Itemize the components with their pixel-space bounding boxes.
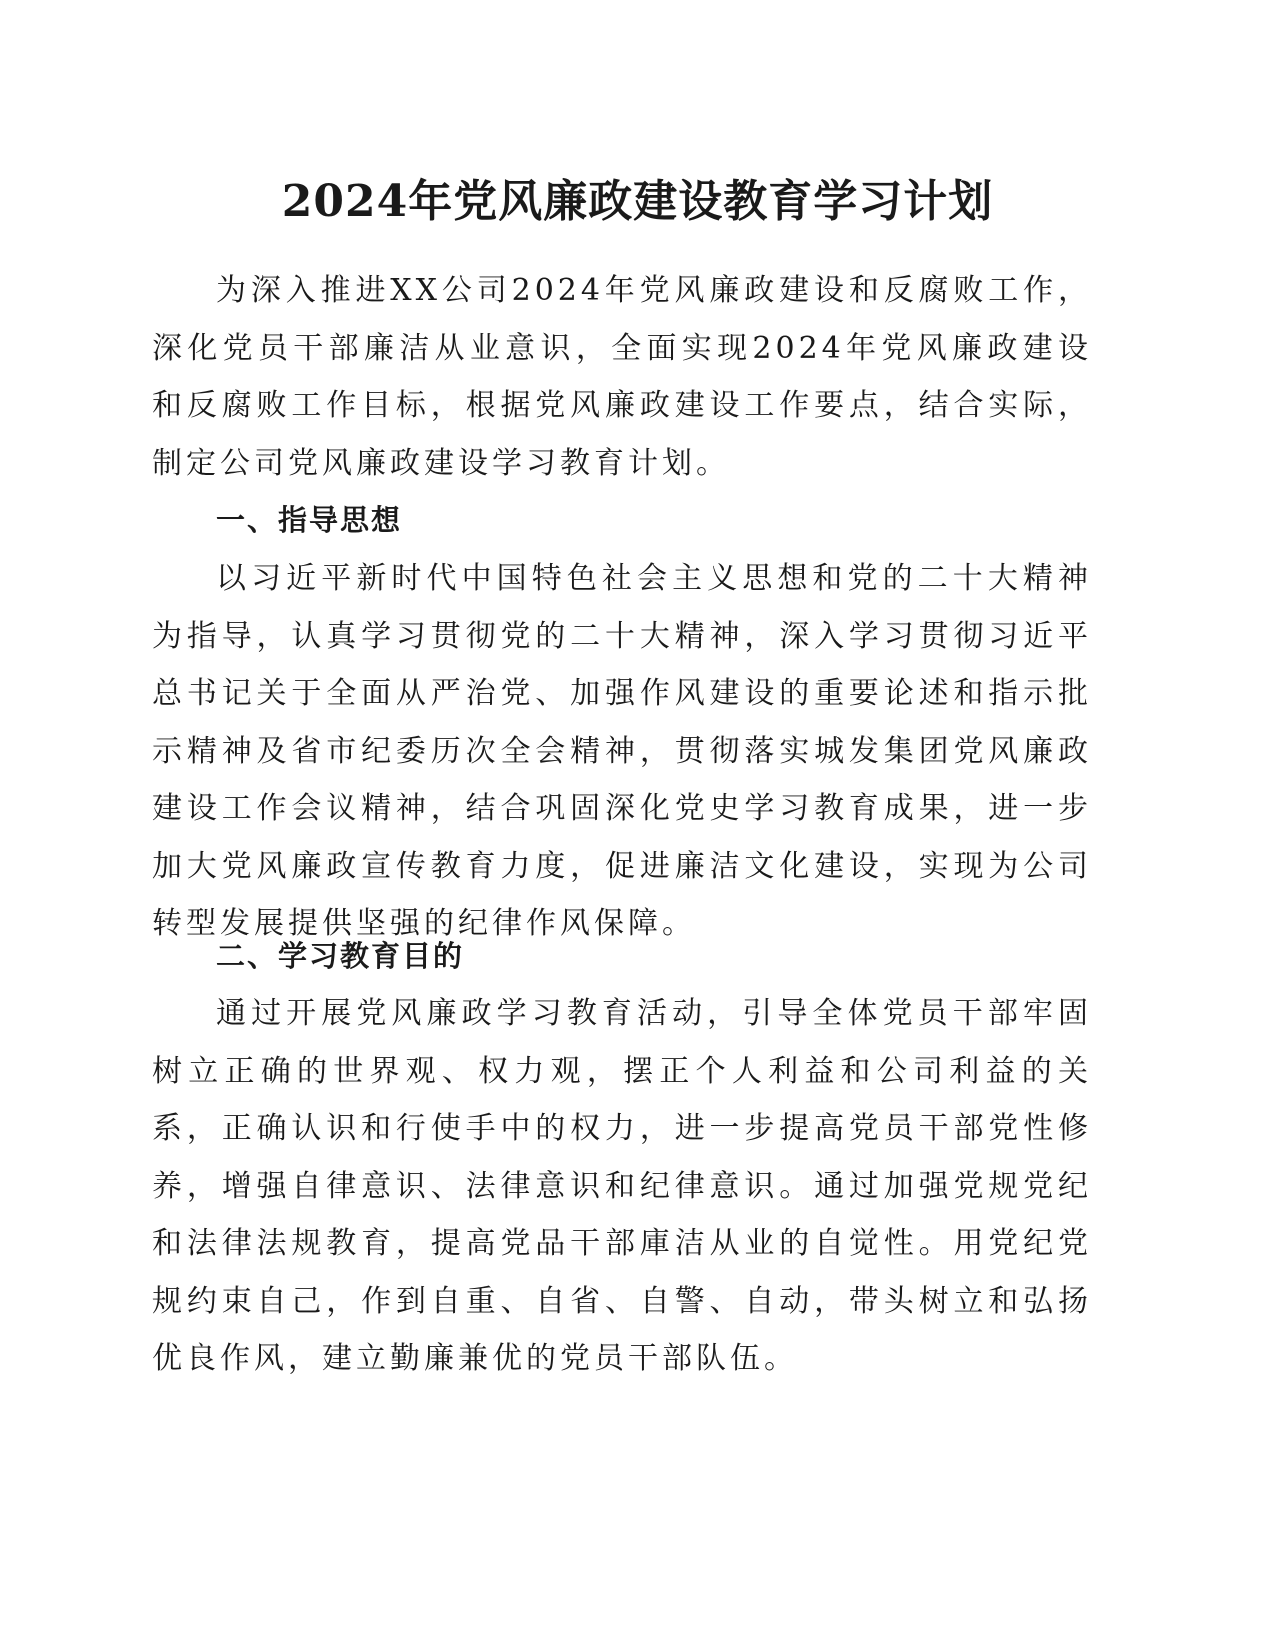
section-heading-guiding-ideology: 一、指导思想 (216, 503, 403, 537)
intro-paragraph: 为深入推进XX公司2024年党风廉政建设和反腐败工作，深化党员干部廉洁从业意识，全面实现2024年党风廉政建设和反腐败工作目标，根据党风廉政建设工作要点，结合实际，制定公司党风廉政建设学习教育计划。 (152, 273, 1092, 481)
section-body-learning-purpose: 通过开展党风廉政学习教育活动，引导全体党员干部牢固树立正确的世界观、权力观，摆正个人利益和公司利益的关系，正确认识和行使手中的权力，进一步提高党员干部党性修养，增强自律意识、法律意识和纪律意识。通过加强党规党纪和法律法规教育，提高党品干部庫洁从业的自觉性。用党纪党规约束自己，作到自重、自省、自警、自动，带头树立和弘扬优良作风，建立勤廉兼优的党员干部队伍。 (152, 996, 1092, 1376)
document-title: 2024年党风廉政建设教育学习计划 (281, 176, 994, 227)
section-body-guiding-ideology: 以习近平新时代中国特色社会主义思想和党的二十大精神为指导，认真学习贯彻党的二十大精神，深入学习贯彻习近平总书记关于全面从严治党、加强作风建设的重要论述和指示批示精神及省市纪委历次全会精神，贯彻落实城发集团党风廉政建设工作会议精神，结合巩固深化党史学习教育成果，进一步加大党风廉政宣传教育力度，促进廉洁文化建设，实现为公司转型发展提供坚强的纪律作风保障。 (152, 561, 1092, 941)
section-heading-learning-purpose: 二、学习教育目的 (216, 939, 465, 973)
